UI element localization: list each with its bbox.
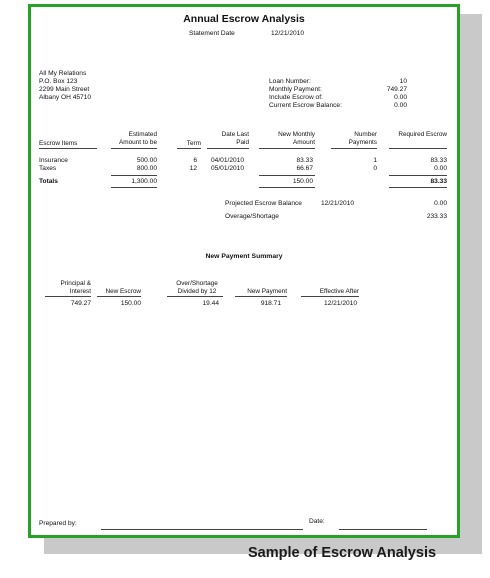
totals-underline-estimated [111, 187, 157, 188]
escrow-analysis-document [28, 4, 460, 538]
row-taxes-number: 0 [373, 165, 377, 172]
col-header-required: Required Escrow [398, 131, 447, 138]
summary-header-effective: Effective After [319, 288, 359, 295]
monthly-payment-value: 749.27 [386, 86, 407, 93]
col-header-term: Term [186, 140, 201, 147]
col-header-date-last-1: Date Last [221, 131, 249, 138]
summary-value-overshort: 19.44 [202, 300, 219, 307]
header-underline-items [39, 148, 97, 149]
row-taxes-term: 12 [189, 165, 197, 172]
monthly-payment-label: Monthly Payment: [269, 86, 322, 93]
projected-balance-date: 12/21/2010 [321, 200, 355, 207]
header-underline-date-last [207, 148, 249, 149]
current-balance-value: 0.00 [394, 102, 407, 109]
totals-underline-required [389, 187, 447, 188]
row-taxes-item: Taxes [39, 165, 57, 172]
summary-underline-new-payment [235, 296, 287, 297]
row-insurance-term: 6 [193, 157, 197, 164]
header-underline-estimated [111, 148, 157, 149]
statement-date-value: 12/21/2010 [271, 30, 305, 37]
header-underline-term [177, 148, 201, 149]
row-insurance-required: 83.33 [430, 157, 447, 164]
prepared-by-label: Prepared by: [39, 520, 77, 527]
projected-balance-value: 0.00 [434, 200, 447, 207]
totals-label: Totals [39, 178, 58, 185]
col-header-new-monthly-2: Amount [292, 139, 315, 146]
summary-value-new-escrow: 150.00 [120, 300, 141, 307]
address-line-name: All My Relations [39, 70, 87, 77]
image-caption: Sample of Escrow Analysis [248, 545, 437, 561]
totals-required: 83.33 [430, 178, 447, 185]
totals-estimated: 1,300.00 [131, 178, 157, 185]
header-underline-number [331, 148, 377, 149]
summary-underline-new-escrow [97, 296, 141, 297]
date-signature-line [339, 529, 427, 530]
row-insurance-new-monthly: 83.33 [296, 157, 313, 164]
overage-shortage-value: 233.33 [426, 213, 447, 220]
date-label: Date: [309, 518, 325, 525]
row-taxes-new-monthly: 66.67 [296, 165, 313, 172]
row-insurance-estimated: 500.00 [136, 157, 157, 164]
statement-date-label: Statement Date [189, 30, 235, 37]
loan-number-label: Loan Number: [269, 78, 311, 85]
summary-header-pi-1: Principal & [60, 280, 91, 287]
totals-new-monthly: 150.00 [292, 178, 313, 185]
col-header-number-1: Number [354, 131, 377, 138]
col-header-number-2: Payments [348, 139, 377, 146]
row-insurance-date-last: 04/01/2010 [211, 157, 245, 164]
summary-title: New Payment Summary [205, 253, 283, 260]
document-title: Annual Escrow Analysis [183, 13, 305, 25]
col-header-new-monthly-1: New Monthly [278, 131, 315, 138]
summary-value-effective: 12/21/2010 [323, 300, 357, 307]
totals-rule-required [389, 175, 447, 176]
address-line-city: Albany OH 45710 [39, 94, 92, 101]
row-taxes-estimated: 800.00 [136, 165, 157, 172]
overage-shortage-label: Overage/Shortage [225, 213, 279, 220]
row-insurance-item: Insurance [39, 157, 68, 164]
summary-header-overshort-2: Divided by 12 [177, 288, 217, 295]
header-underline-new-monthly [259, 148, 315, 149]
summary-header-new-payment: New Payment [247, 288, 287, 295]
col-header-estimated-2: Amount to be [118, 139, 157, 146]
col-header-estimated-1: Estimated [128, 131, 157, 138]
summary-header-new-escrow: New Escrow [105, 288, 141, 295]
row-taxes-required: 0.00 [434, 165, 447, 172]
address-line-pobox: P.O. Box 123 [39, 78, 78, 85]
include-escrow-value: 0.00 [394, 94, 407, 101]
totals-rule-estimated [111, 175, 157, 176]
header-underline-required [389, 148, 447, 149]
loan-number-value: 10 [399, 78, 407, 85]
summary-header-overshort-1: Over/Shortage [176, 280, 218, 287]
summary-value-pi: 749.27 [70, 300, 91, 307]
summary-value-new-payment: 918.71 [260, 300, 281, 307]
row-taxes-date-last: 05/01/2010 [211, 165, 245, 172]
current-balance-label: Current Escrow Balance: [269, 102, 342, 109]
summary-underline-overshort [167, 296, 223, 297]
summary-underline-pi [45, 296, 91, 297]
col-header-date-last-2: Paid [236, 139, 249, 146]
col-header-escrow-items: Escrow Items [39, 140, 78, 147]
include-escrow-label: Include Escrow of: [269, 94, 323, 101]
totals-rule-new-monthly [259, 175, 315, 176]
address-line-street: 2299 Main Street [39, 86, 90, 93]
summary-underline-effective [301, 296, 359, 297]
totals-underline-new-monthly [259, 187, 315, 188]
row-insurance-number: 1 [373, 157, 377, 164]
projected-balance-label: Projected Escrow Balance [225, 200, 302, 207]
summary-header-pi-2: Interest [69, 288, 91, 295]
prepared-by-signature-line [101, 529, 303, 530]
